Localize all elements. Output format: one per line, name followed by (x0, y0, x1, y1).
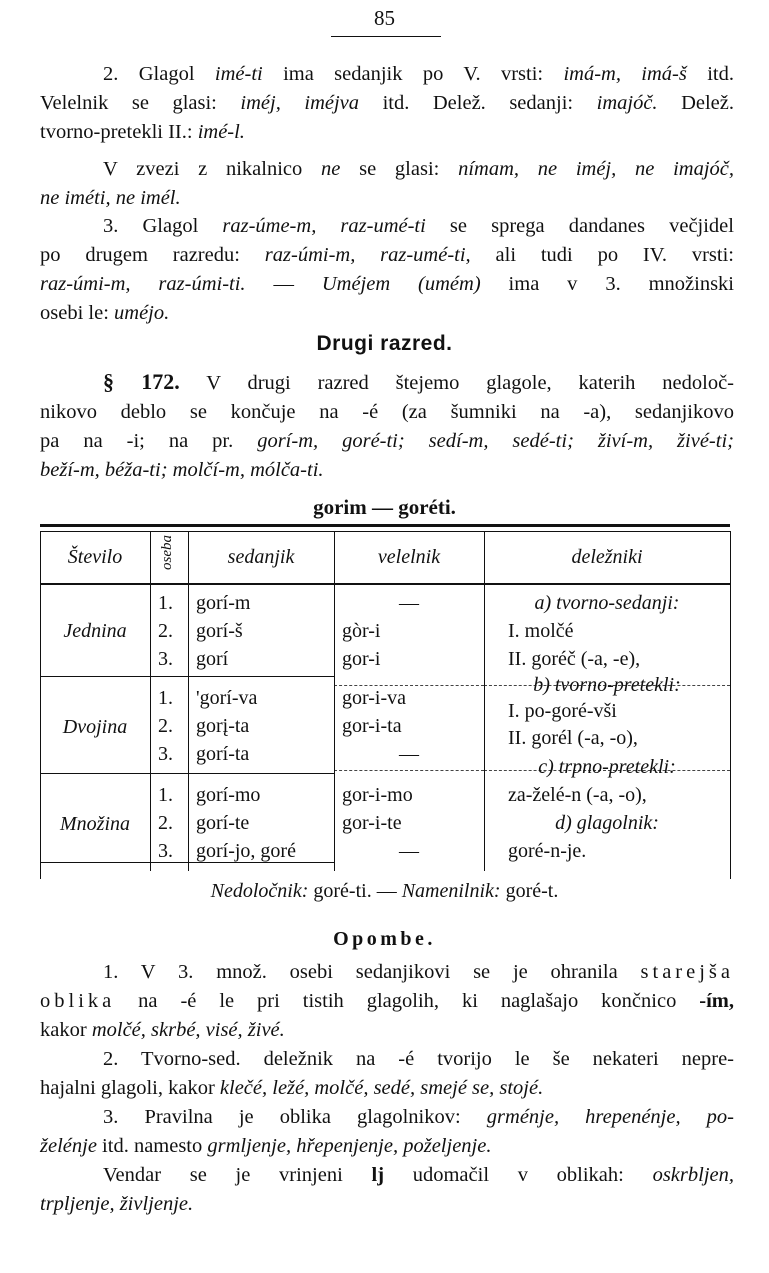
imperative-form: gor-i (342, 648, 381, 670)
text-line: po drugem razredu: raz-úmi-m, raz-umé-ti, ali tudi po IV. vrsti: (40, 244, 734, 266)
conjugation-table (40, 522, 730, 880)
participle-heading: c) trpno-pretekli: (538, 756, 676, 778)
person-number: 2. (158, 620, 173, 642)
group-label-jednina: Jednina (63, 620, 127, 642)
table-top-rule (40, 524, 730, 527)
header-sedanjik: sedanjik (227, 546, 295, 568)
header-velelnik: velelnik (377, 546, 441, 568)
participle-heading: b) tvorno-pretekli: (533, 674, 681, 696)
group-divider (40, 676, 334, 677)
person-number: 1. (158, 592, 173, 614)
imperative-form: gor-i-va (342, 687, 407, 709)
text-line: ne iméti, ne imél. (40, 187, 181, 209)
group-label-mnozina: Množina (60, 813, 130, 835)
person-number: 3. (158, 840, 173, 862)
participle-form: I. po-goré-vši (508, 700, 617, 722)
participle-form: I. molčé (508, 620, 574, 642)
header-oseba: oseba (159, 535, 175, 570)
table-top-rule-thin (40, 531, 730, 532)
text-line: nikovo deblo se končuje na -é (za šumniki na -a), sedanjikovo (40, 401, 734, 423)
person-number: 3. (158, 743, 173, 765)
participle-heading: d) glagolnik: (555, 812, 659, 834)
table-caption: gorim — goréti. (313, 495, 456, 519)
header-dlezniki: deležniki (571, 546, 643, 568)
present-form: gorí-m (196, 592, 251, 614)
text-line: 1. V 3. množ. osebi sedanjikovi se je ohranila starejša (103, 961, 734, 983)
section-number: § 172. (103, 369, 180, 394)
text-line: trpljenje, življenje. (40, 1193, 194, 1215)
text-line: 3. Pravilna je oblika glagolnikov: grménje, hrepenénje, po- (103, 1106, 735, 1128)
present-form: gorí-te (196, 812, 250, 834)
text-line: 3. Glagol raz-úme-m, raz-umé-ti se sprega dandanes večjidel (103, 215, 734, 237)
group-label-dvojina: Dvojina (62, 716, 128, 738)
dashed-divider (334, 770, 484, 771)
group-divider (40, 773, 334, 774)
page-number: 85 (374, 6, 395, 30)
text-line: raz-úmi-m, raz-úmi-ti. — Uméjem (umém) ima v 3. množinski (40, 273, 734, 295)
text-line: Velelnik se glasi: iméj, iméjva itd. Delež. sedanji: imajóč. Delež. (40, 92, 735, 114)
person-number: 1. (158, 784, 173, 806)
text-line: hajalni glagoli, kakor klečé, ležé, molčé, sedé, smejé se, stojé. (40, 1077, 544, 1099)
text-line: osebi le: uméjo. (40, 302, 170, 324)
paragraph-negation (40, 155, 734, 213)
header-bottom-rule (40, 583, 730, 585)
text-line: pa na -i; na pr. gorí-m, goré-ti; sedí-m, sedé-ti; živí-m, živé-ti; (40, 430, 734, 452)
page-number-rule (331, 36, 441, 37)
paragraph-172 (40, 367, 734, 485)
paragraph-imeti (40, 60, 734, 147)
header-stevilo: Število (67, 546, 123, 568)
person-number: 3. (158, 648, 173, 670)
paragraph-razumeti (40, 212, 734, 328)
present-form: gorį-ta (196, 715, 250, 737)
participle-form: goré-n-je. (508, 840, 587, 862)
participle-heading: a) tvorno-sedanji: (534, 592, 680, 614)
present-form: gorí-jo, goré (196, 840, 296, 862)
text-line: beží-m, béža-ti; molčí-m, mólča-ti. (40, 459, 324, 481)
participle-form: II. goréč (-a, -e), (508, 648, 641, 670)
participle-form: II. gorél (-a, -o), (508, 727, 638, 749)
text-line: želénje itd. namesto grmljenje, hřepenjenje, poželjenje. (40, 1135, 492, 1157)
imperative-form: gor-i-te (342, 812, 402, 834)
person-number: 2. (158, 812, 173, 834)
present-form: gorí-ta (196, 743, 250, 765)
text-line: Vendar se je vrinjeni lj udomačil v oblikah: oskrbljen, (103, 1164, 734, 1186)
column-line (150, 531, 151, 871)
present-form: gorí-mo (196, 784, 261, 806)
imperative-form: gor-i-ta (342, 715, 402, 737)
imperative-form: — (399, 743, 419, 765)
imperative-form: gor-i-mo (342, 784, 413, 806)
notes-heading: Opombe. (333, 928, 436, 950)
text-line: 2. Glagol imé-ti ima sedanjik po V. vrsti: imá-m, imá-š itd. (103, 63, 734, 85)
text-line: tvorno-pretekli II.: imé-l. (40, 121, 245, 143)
table-border-right (730, 531, 731, 879)
notes-block (40, 958, 734, 1219)
column-line (188, 531, 189, 871)
text-line: § 172. V drugi razred štejemo glagole, katerih nedoloč- (103, 369, 734, 394)
text-line: kakor molčé, skrbé, visé, živé. (40, 1019, 285, 1041)
present-form: 'gorí-va (196, 687, 258, 709)
imperative-form: — (399, 592, 419, 614)
present-form: gorí-š (196, 620, 243, 642)
person-number: 2. (158, 715, 173, 737)
present-form: gorí (196, 648, 229, 670)
imperative-form: — (399, 840, 419, 862)
column-line (334, 531, 335, 871)
table-footer: Nedoločnik: goré-ti. — Namenilnik: goré-t. (210, 880, 559, 902)
text-line: V zvezi z nikalnico ne se glasi: nímam, ne iméj, ne imajóč, (103, 158, 734, 180)
imperative-form: gòr-i (342, 620, 381, 642)
person-number: 1. (158, 687, 173, 709)
text-line: 2. Tvorno-sed. deležnik na -é tvorijo le še nekateri nepre- (103, 1048, 734, 1070)
text-line: oblika na -é le pri tistih glagolih, ki naglašajo končnico -ím, (40, 990, 734, 1012)
participle-form: za-želé-n (-a, -o), (508, 784, 647, 806)
section-heading: Drugi razred. (316, 332, 453, 355)
